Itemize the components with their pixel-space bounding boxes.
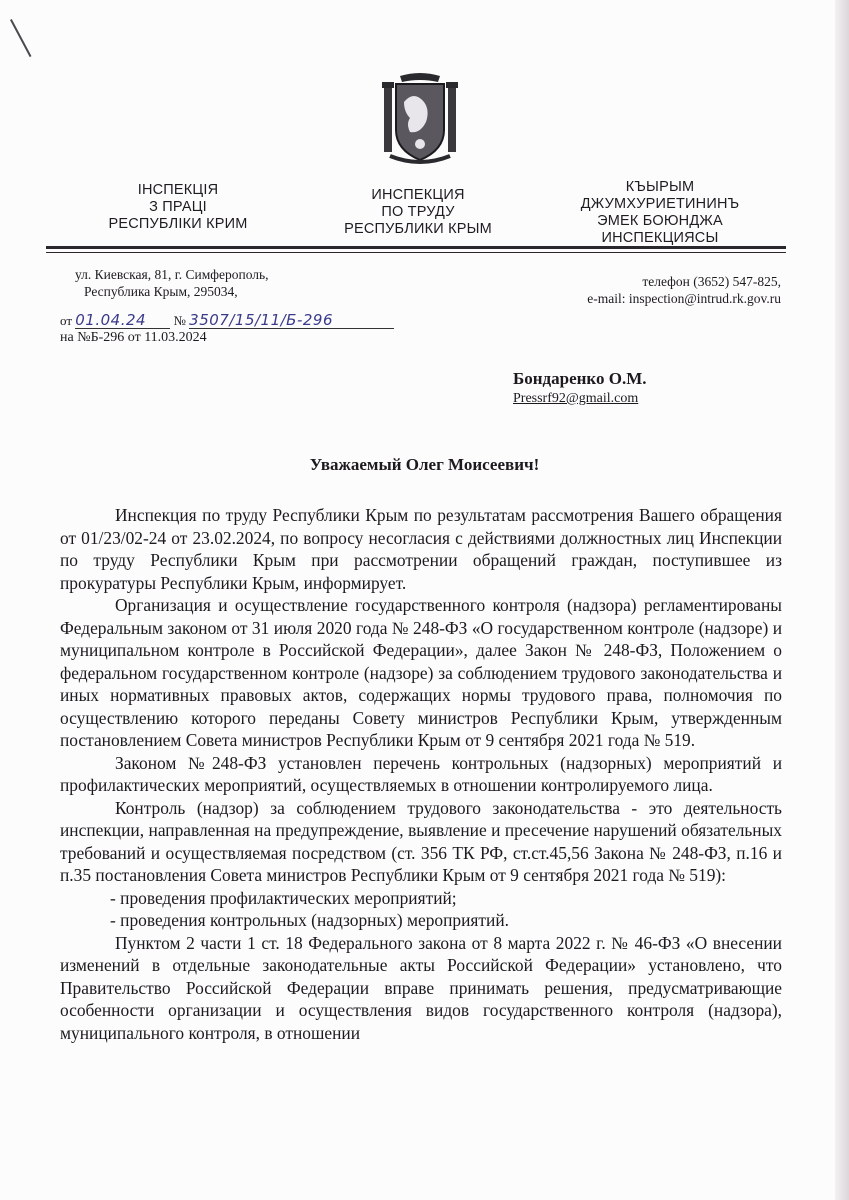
list-item-2: - проведения контрольных (надзорных) мероприятий.	[110, 910, 509, 930]
contact-phone: телефон (3652) 547-825,	[642, 274, 781, 289]
reference-number: на №Б-296 от 11.03.2024	[60, 330, 207, 345]
recipient-name: Бондаренко О.М.	[513, 369, 647, 388]
from-label: от	[60, 313, 73, 328]
header-right-line-4: ИНСПЕКЦИЯСЫ	[601, 230, 719, 246]
recipient-block	[513, 369, 647, 407]
body-paragraph-1: Инспекция по труду Республики Крым по результатам рассмотрения Вашего обращения от 01/23/02-24 от 23.02.2024, по вопросу несогласия с действиями должностных лиц Инспекции по труду Республики Крым при рассмотрении обращений граждан, поступившее из прокуратуры Республики Крым, информирует.	[60, 505, 782, 593]
header-rule-thick	[46, 246, 786, 249]
body-paragraph-3: Законом №248-ФЗ установлен перечень контрольных (надзорных) мероприятий и профилактических мероприятий, осуществляемых в отношении контролируемого лица.	[60, 752, 782, 795]
salutation: Уважаемый Олег Моисеевич!	[309, 455, 540, 474]
sender-address	[75, 266, 269, 300]
page-edge-shadow	[835, 0, 849, 1200]
header-mid-line-1: ИНСПЕКЦИЯ	[371, 187, 465, 203]
number-label: №	[173, 313, 186, 328]
address-line-1: ул. Киевская, 81, г. Симферополь,	[75, 267, 269, 282]
header-crimean-tatar	[550, 179, 770, 247]
letter-body	[60, 504, 782, 1044]
pencil-mark	[10, 19, 31, 57]
recipient-email: Pressrf92@gmail.com	[513, 391, 639, 406]
header-right-line-2: ДЖУМХУРИЕТИНИНЪ	[580, 196, 740, 212]
header-mid-line-2: ПО ТРУДУ	[381, 204, 455, 220]
sender-contact	[558, 273, 781, 307]
header-left-line-2: З ПРАЦІ	[149, 199, 207, 215]
header-mid-line-3: РЕСПУБЛИКИ КРЫМ	[344, 221, 492, 237]
body-paragraph-4: Контроль (надзор) за соблюдением трудового законодательства - это деятельность инспекции, направленная на предупреждение, выявление и пресечение нарушений обязательных требований и осуществляемая посредством (ст. 356 ТК РФ, ст.ст.45,56 Закона № 248-ФЗ, п.16 и п.35 постановления Совета министров Республики Крым от 9 сентября 2021 года № 519):	[60, 797, 782, 885]
header-right-line-3: ЭМЕК БОЮНДЖА	[597, 213, 723, 229]
list-item-1: - проведения профилактических мероприятий;	[110, 887, 457, 908]
header-russian	[318, 187, 518, 238]
header-left-line-3: РЕСПУБЛІКИ КРИМ	[108, 216, 248, 232]
handwritten-number: 3507/15/11/Б-296	[189, 312, 394, 329]
contact-email: e-mail: inspection@intrud.rk.gov.ru	[587, 291, 781, 306]
crimea-coat-of-arms-icon	[380, 72, 460, 168]
header-ukrainian	[88, 182, 268, 233]
header-rule-thin	[46, 252, 786, 253]
body-paragraph-5: Пунктом 2 части 1 ст. 18 Федерального закона от 8 марта 2022 г. № 46-ФЗ «О внесении изменений в отдельные законодательные акты Российской Федерации» установлено, что Правительство Российской Федерации вправе принимать решения, предусматривающие особенности организации и осуществления видов государственного контроля (надзора), муниципального контроля, в отношении	[60, 932, 782, 1043]
header-right-line-1: КЪЫРЫМ	[625, 179, 695, 195]
outgoing-number	[60, 312, 394, 329]
header-left-line-1: ІНСПЕКЦІЯ	[137, 182, 219, 198]
address-line-2: Республика Крым, 295034,	[84, 284, 238, 299]
handwritten-date: 01.04.24	[75, 312, 170, 329]
body-paragraph-2: Организация и осуществление государственного контроля (надзора) регламентированы Федеральным законом от 31 июля 2020 года № 248-ФЗ «О государственном контроле (надзоре) и муниципальном контроле в Российской Федерации», далее Закон № 248-ФЗ, Положением о федеральном государственном контроле (надзоре) за соблюдением трудового законодательства и иных нормативных правовых актов, содержащих нормы трудового права, полномочия по осуществлению которого переданы Совету министров Республики Крым, утвержденным постановлением Совета министров Республики Крым от 9 сентября 2021 года № 519.	[60, 595, 782, 750]
